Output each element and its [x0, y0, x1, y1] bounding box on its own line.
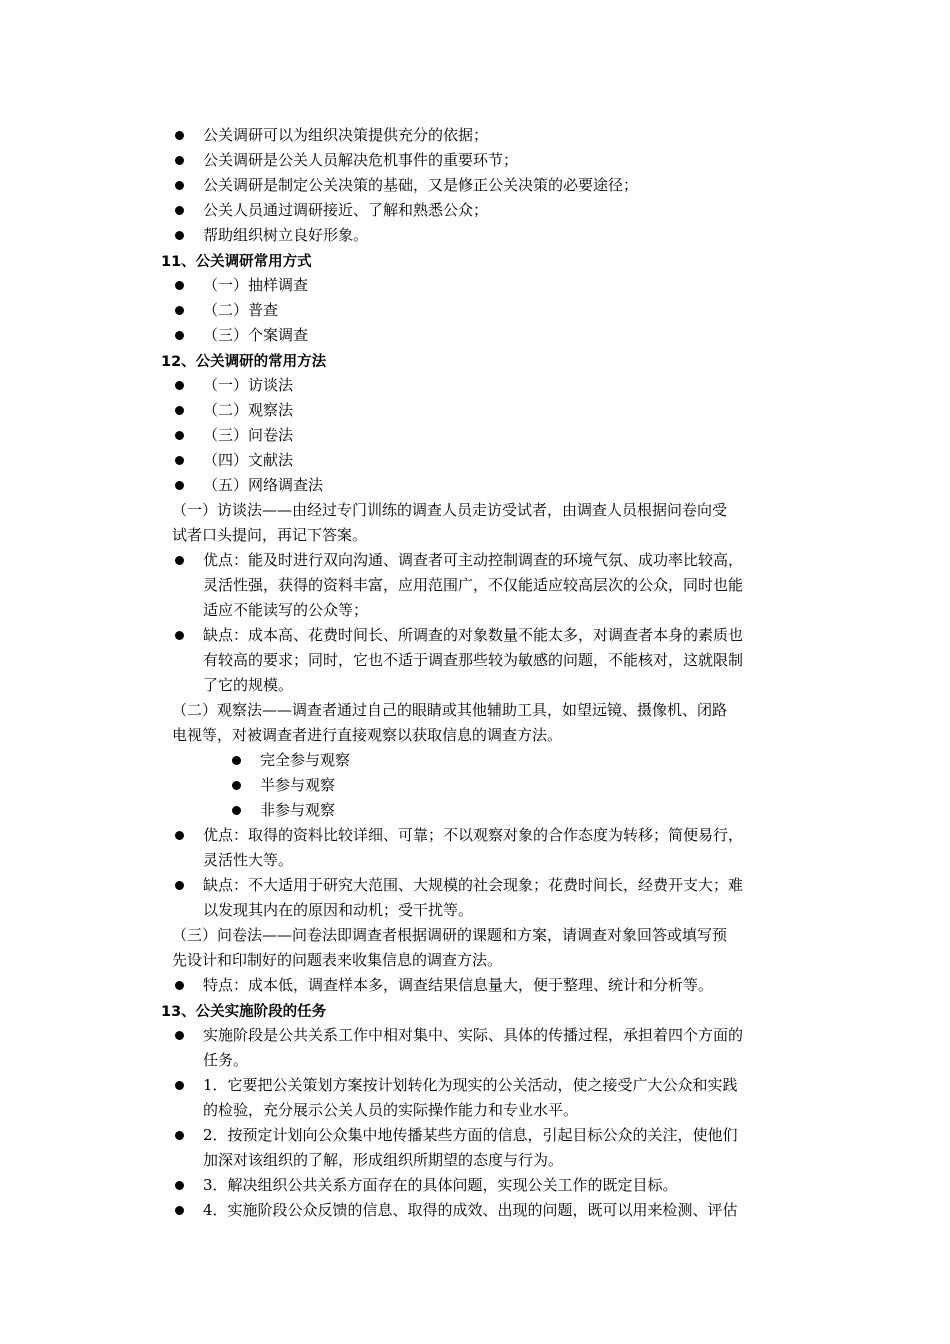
- list-item: 1．它要把公关策划方案按计划转化为现实的公关活动，使之接受广大公众和实践: [203, 1076, 738, 1094]
- list-item: 4．实施阶段公众反馈的信息、取得的成效、出现的问题，既可以用来检测、评估: [203, 1201, 738, 1219]
- list-item: 公关调研是公关人员解决危机事件的重要环节；: [203, 151, 519, 169]
- bullet-icon: [175, 156, 184, 165]
- bullet-icon: [175, 431, 184, 440]
- list-item-continuation: 适应不能读写的公众等；: [203, 601, 369, 619]
- list-item-continuation: 有较高的要求；同时，它也不适于调查那些较为敏感的问题，不能核对，这就限制: [203, 651, 744, 669]
- sub-list-item: 完全参与观察: [260, 751, 351, 769]
- list-item: （三）个案调查: [203, 326, 309, 344]
- section-heading: 12、公关调研的常用方法: [161, 354, 327, 370]
- list-item: （三）问卷法: [203, 426, 294, 444]
- paragraph-line: （三）问卷法——问卷法即调查者根据调研的课题和方案，请调查对象回答或填写预: [172, 926, 728, 944]
- list-item: （一）访谈法: [203, 376, 294, 394]
- list-item-continuation: 了它的规模。: [203, 676, 294, 694]
- bullet-icon: [175, 381, 184, 390]
- list-item: 缺点：成本高、花费时间长、所调查的对象数量不能太多，对调查者本身的素质也: [203, 626, 744, 644]
- bullet-icon: [175, 1131, 184, 1140]
- list-item-continuation: 灵活性强，获得的资料丰富，应用范围广，不仅能适应较高层次的公众，同时也能: [203, 576, 744, 594]
- list-item: （二）观察法: [203, 401, 294, 419]
- list-item: 优点：取得的资料比较详细、可靠；不以观察对象的合作态度为转移；简便易行，: [203, 826, 744, 844]
- bullet-icon: [232, 781, 241, 790]
- list-item: （五）网络调查法: [203, 476, 324, 494]
- bullet-icon: [232, 756, 241, 765]
- list-item-continuation: 灵活性大等。: [203, 851, 294, 869]
- list-item: 缺点：不大适用于研究大范围、大规模的社会现象；花费时间长，经费开支大；难: [203, 876, 744, 894]
- paragraph-line: （一）访谈法——由经过专门训练的调查人员走访受试者，由调查人员根据问卷向受: [172, 501, 728, 519]
- paragraph-line: 电视等，对被调查者进行直接观察以获取信息的调查方法。: [172, 726, 563, 744]
- list-item-continuation: 任务。: [203, 1051, 249, 1069]
- list-item: 特点：成本低，调查样本多，调查结果信息量大，便于整理、统计和分析等。: [203, 976, 714, 994]
- list-item: 2．按预定计划向公众集中地传播某些方面的信息，引起目标公众的关注，使他们: [203, 1126, 738, 1144]
- sub-list-item: 半参与观察: [260, 776, 336, 794]
- bullet-icon: [175, 981, 184, 990]
- bullet-icon: [175, 231, 184, 240]
- list-item-continuation: 加深对该组织的了解，形成组织所期望的态度与行为。: [203, 1151, 564, 1169]
- bullet-icon: [232, 806, 241, 815]
- bullet-icon: [175, 281, 184, 290]
- bullet-icon: [175, 1031, 184, 1040]
- list-item-continuation: 的检验，充分展示公关人员的实际操作能力和专业水平。: [203, 1101, 579, 1119]
- bullet-icon: [175, 556, 184, 565]
- list-item: （四）文献法: [203, 451, 294, 469]
- list-item: （二）普查: [203, 301, 279, 319]
- bullet-icon: [175, 1181, 184, 1190]
- paragraph-line: 试者口头提问，再记下答案。: [172, 526, 368, 544]
- bullet-icon: [175, 631, 184, 640]
- bullet-icon: [175, 331, 184, 340]
- sub-list-item: 非参与观察: [260, 801, 336, 819]
- bullet-icon: [175, 181, 184, 190]
- list-item: 公关人员通过调研接近、了解和熟悉公众；: [203, 201, 489, 219]
- section-heading: 11、公关调研常用方式: [161, 254, 312, 270]
- list-item: 帮助组织树立良好形象。: [203, 226, 369, 244]
- bullet-icon: [175, 206, 184, 215]
- list-item: 实施阶段是公共关系工作中相对集中、实际、具体的传播过程，承担着四个方面的: [203, 1026, 744, 1044]
- bullet-icon: [175, 406, 184, 415]
- list-item: 优点：能及时进行双向沟通、调查者可主动控制调查的环境气氛、成功率比较高，: [203, 551, 744, 569]
- bullet-icon: [175, 831, 184, 840]
- paragraph-line: （二）观察法——调查者通过自己的眼睛或其他辅助工具，如望远镜、摄像机、闭路: [172, 701, 728, 719]
- bullet-icon: [175, 481, 184, 490]
- bullet-icon: [175, 306, 184, 315]
- list-item-continuation: 以发现其内在的原因和动机；受干扰等。: [203, 901, 474, 919]
- bullet-icon: [175, 456, 184, 465]
- list-item: 3．解决组织公共关系方面存在的具体问题，实现公关工作的既定目标。: [203, 1176, 678, 1194]
- section-heading: 13、公关实施阶段的任务: [161, 1004, 327, 1020]
- bullet-icon: [175, 881, 184, 890]
- bullet-icon: [175, 1206, 184, 1215]
- bullet-icon: [175, 1081, 184, 1090]
- list-item: 公关调研可以为组织决策提供充分的依据；: [203, 126, 489, 144]
- paragraph-line: 先设计和印制好的问题表来收集信息的调查方法。: [172, 951, 503, 969]
- list-item: 公关调研是制定公关决策的基础，又是修正公关决策的必要途径；: [203, 176, 639, 194]
- list-item: （一）抽样调查: [203, 276, 309, 294]
- bullet-icon: [175, 131, 184, 140]
